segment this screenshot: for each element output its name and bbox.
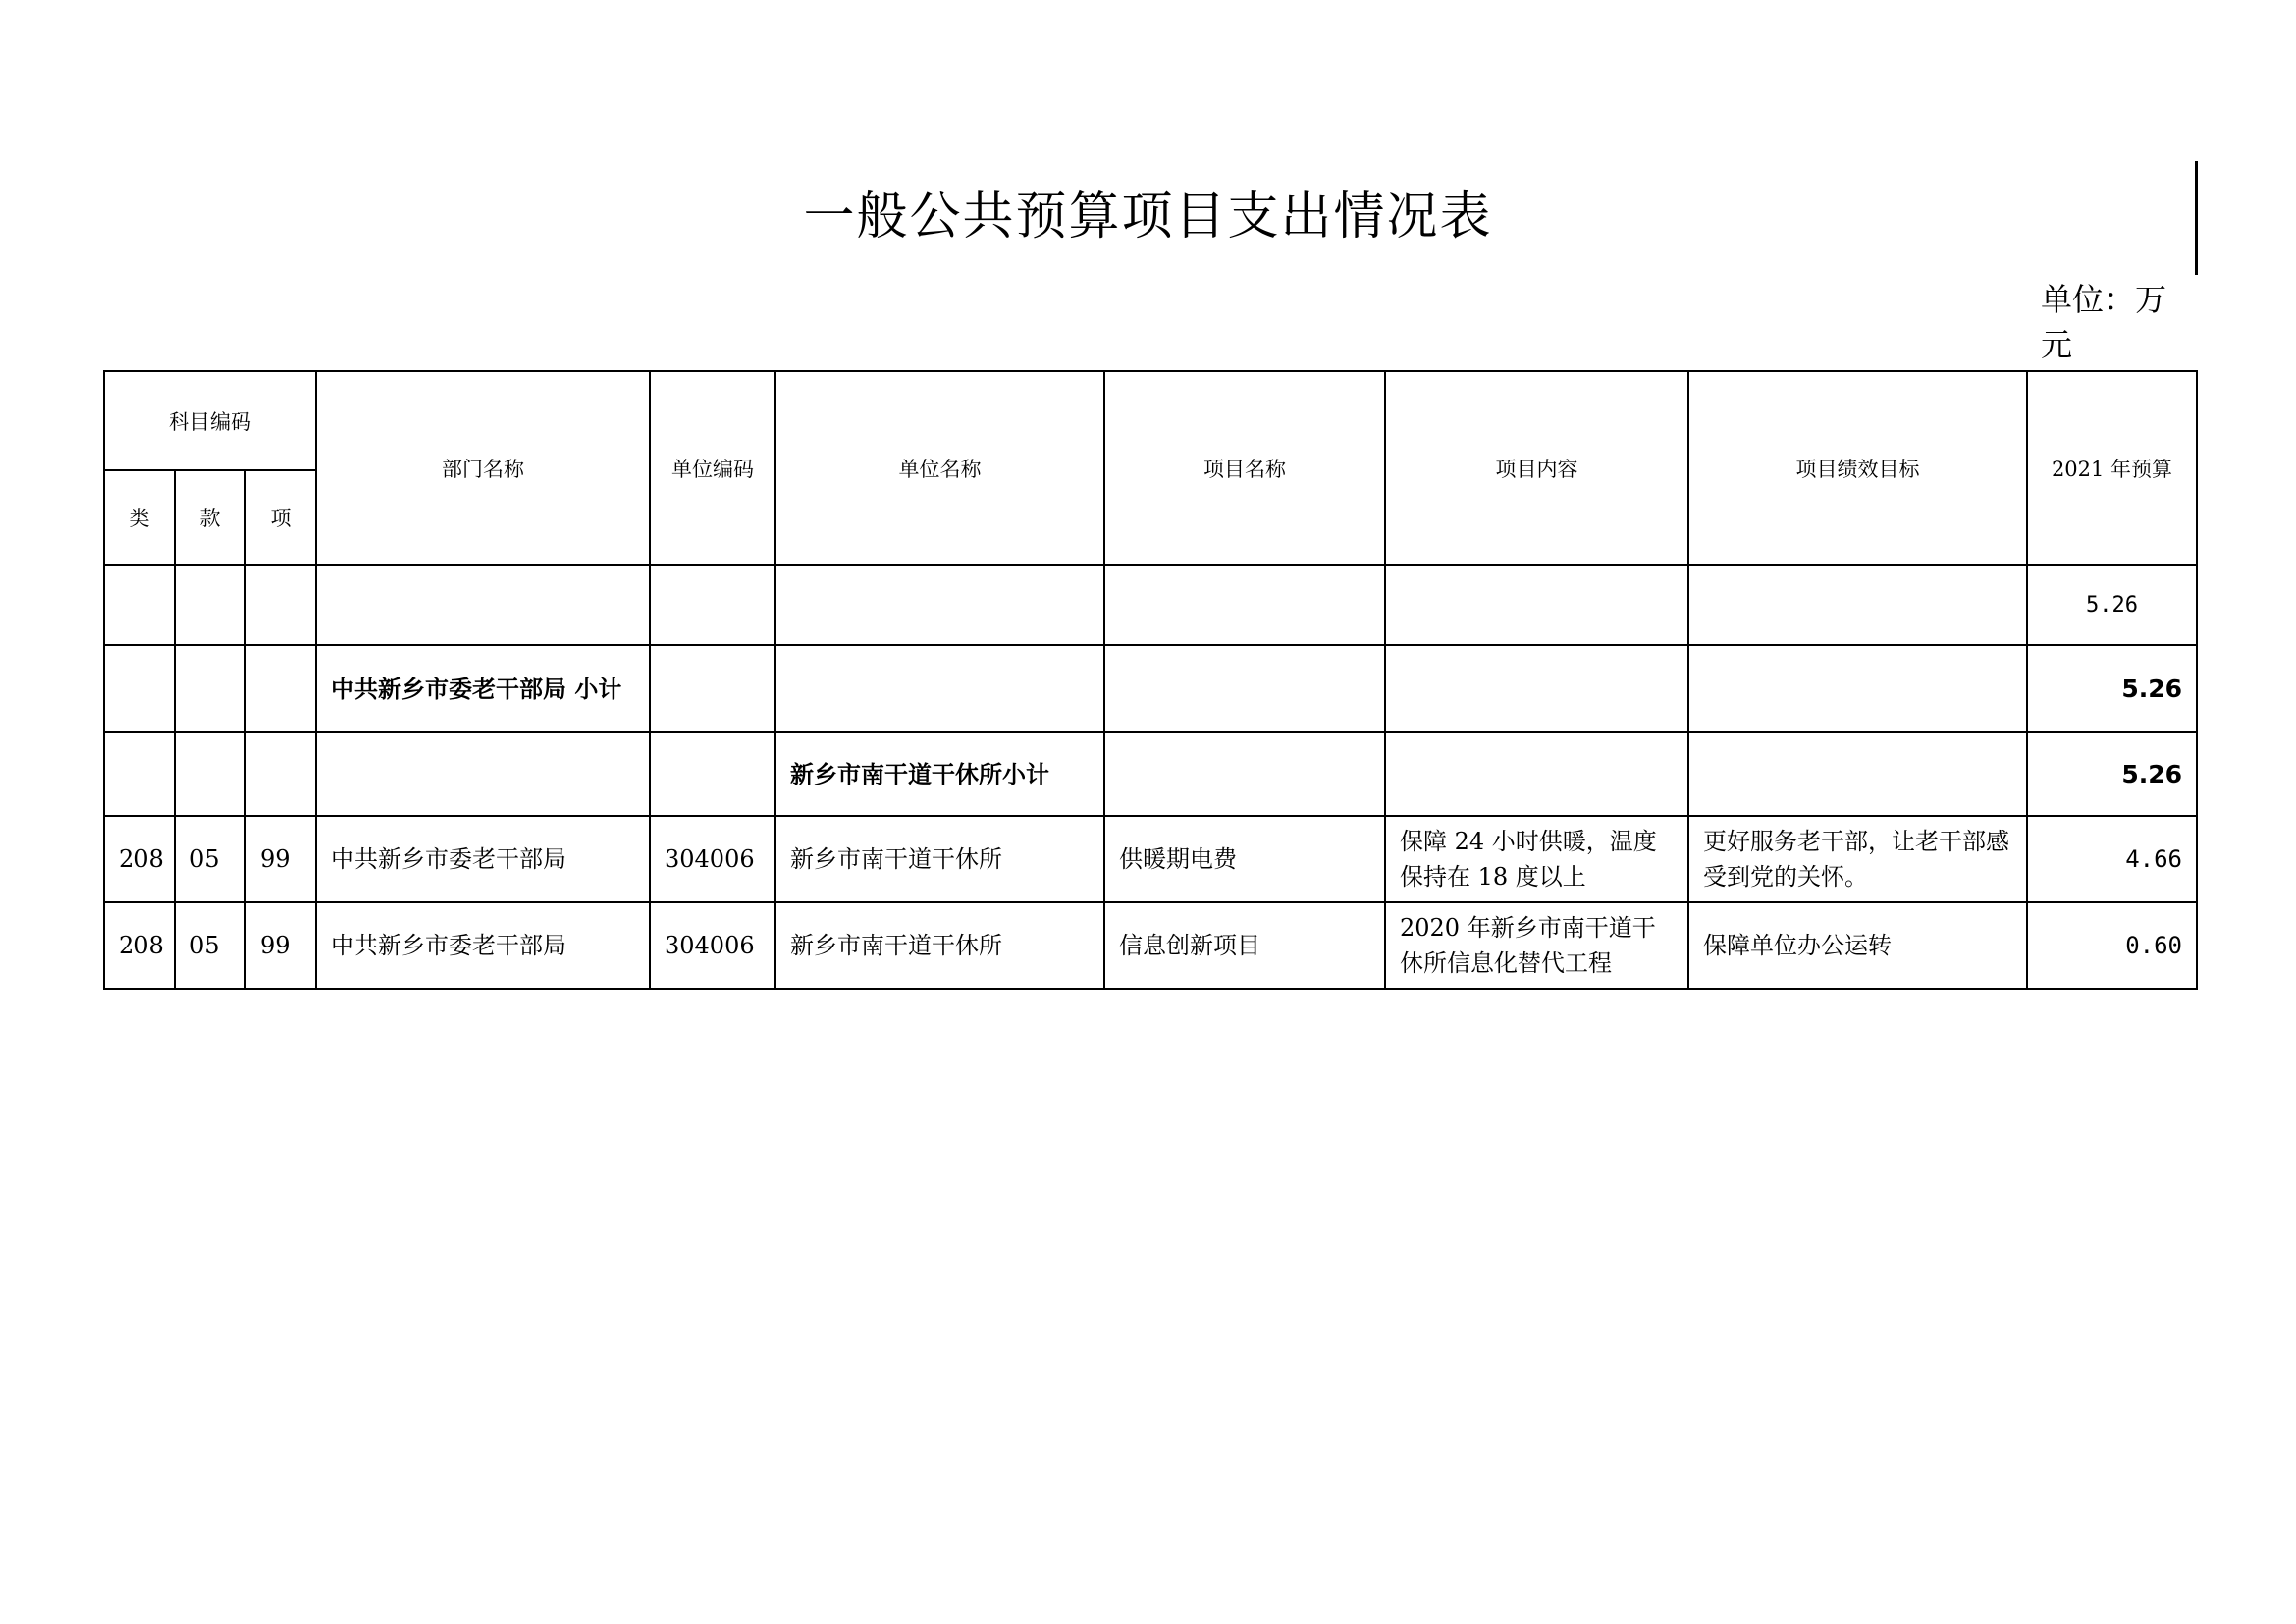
page-title: 一般公共预算项目支出情况表 bbox=[803, 188, 1493, 246]
dept-name-cell: 中共新乡市委老干部局 bbox=[316, 816, 650, 902]
header-section: 款 bbox=[175, 470, 245, 565]
header-item: 项 bbox=[245, 470, 316, 565]
table-cell bbox=[316, 565, 650, 645]
table-cell bbox=[104, 732, 175, 816]
unit-name-cell: 新乡市南干道干休所 bbox=[775, 902, 1104, 989]
section-cell: 05 bbox=[175, 902, 245, 989]
dept-subtotal-row bbox=[104, 645, 2197, 732]
table-cell bbox=[316, 732, 650, 816]
table-cell bbox=[245, 565, 316, 645]
table-cell bbox=[1104, 565, 1385, 645]
table-cell bbox=[1385, 565, 1688, 645]
header-project-content: 项目内容 bbox=[1385, 371, 1688, 565]
table-cell bbox=[104, 645, 175, 732]
project-name-cell: 供暖期电费 bbox=[1104, 816, 1385, 902]
dept-subtotal-budget: 5.26 bbox=[2027, 645, 2197, 732]
table-row bbox=[104, 902, 2197, 989]
item-cell: 99 bbox=[245, 816, 316, 902]
table-cell bbox=[1688, 732, 2027, 816]
dept-subtotal-label: 中共新乡市委老干部局 小计 bbox=[316, 645, 650, 732]
header-project-name: 项目名称 bbox=[1104, 371, 1385, 565]
table-cell bbox=[650, 732, 775, 816]
table-cell bbox=[775, 645, 1104, 732]
project-name-cell: 信息创新项目 bbox=[1104, 902, 1385, 989]
unit-code-cell: 304006 bbox=[650, 816, 775, 902]
unit-subtotal-row bbox=[104, 732, 2197, 816]
table-cell bbox=[175, 565, 245, 645]
table-cell bbox=[650, 645, 775, 732]
budget-cell: 0.60 bbox=[2027, 902, 2197, 989]
unit-name-cell: 新乡市南干道干休所 bbox=[775, 816, 1104, 902]
class-cell: 208 bbox=[104, 902, 175, 989]
table-cell bbox=[175, 732, 245, 816]
section-cell: 05 bbox=[175, 816, 245, 902]
project-content-cell: 2020 年新乡市南干道干休所信息化替代工程 bbox=[1385, 902, 1688, 989]
performance-target-cell: 更好服务老干部，让老干部感受到党的关怀。 bbox=[1688, 816, 2027, 902]
header-dept-name: 部门名称 bbox=[316, 371, 650, 565]
performance-target-cell: 保障单位办公运转 bbox=[1688, 902, 2027, 989]
header-unit-code: 单位编码 bbox=[650, 371, 775, 565]
table-cell bbox=[1385, 732, 1688, 816]
table-cell bbox=[245, 645, 316, 732]
header-subject-code: 科目编码 bbox=[104, 371, 316, 470]
budget-cell: 4.66 bbox=[2027, 816, 2197, 902]
table-cell bbox=[175, 645, 245, 732]
table-row bbox=[104, 816, 2197, 902]
budget-table bbox=[103, 370, 2198, 990]
table-cell bbox=[1688, 565, 2027, 645]
unit-subtotal-budget: 5.26 bbox=[2027, 732, 2197, 816]
table-cell bbox=[1104, 732, 1385, 816]
total-budget: 5.26 bbox=[2027, 565, 2197, 645]
header-class: 类 bbox=[104, 470, 175, 565]
header-performance-target: 项目绩效目标 bbox=[1688, 371, 2027, 565]
item-cell: 99 bbox=[245, 902, 316, 989]
total-row bbox=[104, 565, 2197, 645]
table-cell bbox=[650, 565, 775, 645]
table-cell bbox=[775, 565, 1104, 645]
unit-code-cell: 304006 bbox=[650, 902, 775, 989]
dept-name-cell: 中共新乡市委老干部局 bbox=[316, 902, 650, 989]
table-cell bbox=[1385, 645, 1688, 732]
header-budget-2021: 2021 年预算 bbox=[2027, 371, 2197, 565]
table-cell bbox=[1104, 645, 1385, 732]
vertical-rule bbox=[2195, 161, 2198, 275]
table-cell bbox=[104, 565, 175, 645]
header-unit-name: 单位名称 bbox=[775, 371, 1104, 565]
header-row-1 bbox=[104, 371, 2197, 470]
unit-subtotal-label: 新乡市南干道干休所小计 bbox=[775, 732, 1104, 816]
class-cell: 208 bbox=[104, 816, 175, 902]
unit-label: 单位：万元 bbox=[2041, 281, 2167, 363]
table-cell bbox=[1688, 645, 2027, 732]
project-content-cell: 保障 24 小时供暖，温度保持在 18 度以上 bbox=[1385, 816, 1688, 902]
table-cell bbox=[245, 732, 316, 816]
